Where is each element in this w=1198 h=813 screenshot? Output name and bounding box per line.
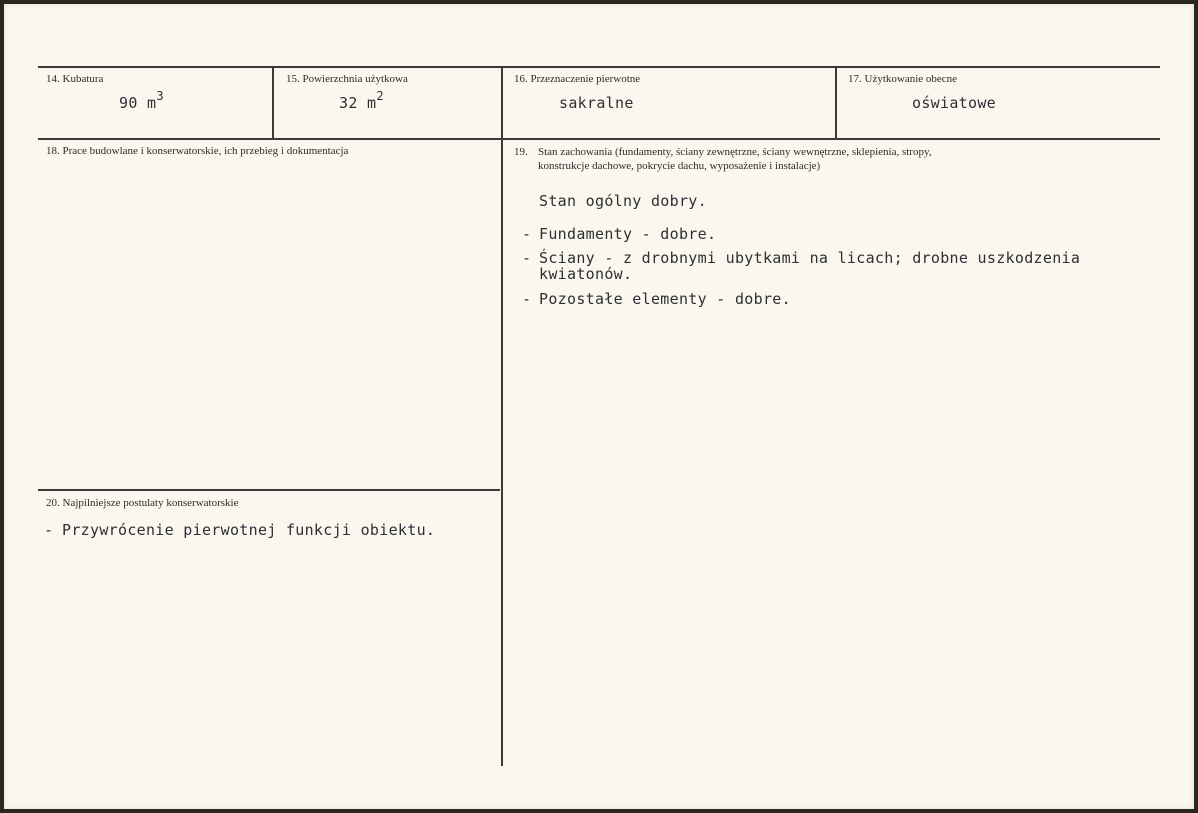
field-15-value-text: 32 m <box>339 94 377 112</box>
divider-16-17 <box>835 66 837 139</box>
field-20-top-rule <box>38 489 500 491</box>
top-rule <box>38 66 1160 68</box>
field-19-item-1-bullet: - <box>522 225 532 243</box>
field-17-label: 17. Użytkowanie obecne <box>848 73 958 85</box>
field-19-item-3-bullet: - <box>522 290 532 308</box>
main-column-divider <box>501 138 503 766</box>
field-17-value: oświatowe <box>912 94 996 112</box>
field-15-exponent: 2 <box>376 89 384 103</box>
field-19-number: 19. <box>514 146 528 158</box>
field-19-summary: Stan ogólny dobry. <box>539 192 707 210</box>
field-16-label: 16. Przeznaczenie pierwotne <box>514 73 641 85</box>
field-14-exponent: 3 <box>156 89 164 103</box>
field-15-label: 15. Powierzchnia użytkowa <box>286 73 408 85</box>
field-20-item-1: Przywrócenie pierwotnej funkcji obiektu. <box>62 521 436 539</box>
field-14-value <box>119 89 164 112</box>
field-20-label: 20. Najpilniejsze postulaty konserwatorskie <box>46 497 239 509</box>
field-18-label: 18. Prace budowlane i konserwatorskie, ich przebieg i dokumentacja <box>46 145 349 157</box>
field-14-label: 14. Kubatura <box>46 73 104 85</box>
divider-14-15 <box>272 66 274 139</box>
row-divider <box>38 138 1160 140</box>
field-19-item-2-bullet: - <box>522 249 532 267</box>
field-19-item-2-continuation: kwiatonów. <box>539 265 633 283</box>
field-19-item-1: Fundamenty - dobre. <box>539 225 717 243</box>
field-19-item-3: Pozostałe elementy - dobre. <box>539 290 791 308</box>
field-20-item-1-bullet: - <box>44 521 54 539</box>
field-19-item-2: Ściany - z drobnymi ubytkami na licach; drobne uszkodzenia <box>539 249 1081 267</box>
field-14-value-text: 90 m <box>119 94 157 112</box>
field-19-label-line2: konstrukcje dachowe, pokrycie dachu, wyposażenie i instalacje) <box>538 160 821 172</box>
field-15-value <box>339 89 384 112</box>
field-16-value: sakralne <box>559 94 634 112</box>
divider-15-16 <box>501 66 503 139</box>
field-19-label-line1: Stan zachowania (fundamenty, ściany zewnętrzne, ściany wewnętrzne, sklepienia, stropy, <box>538 146 932 158</box>
record-card <box>4 4 1194 809</box>
